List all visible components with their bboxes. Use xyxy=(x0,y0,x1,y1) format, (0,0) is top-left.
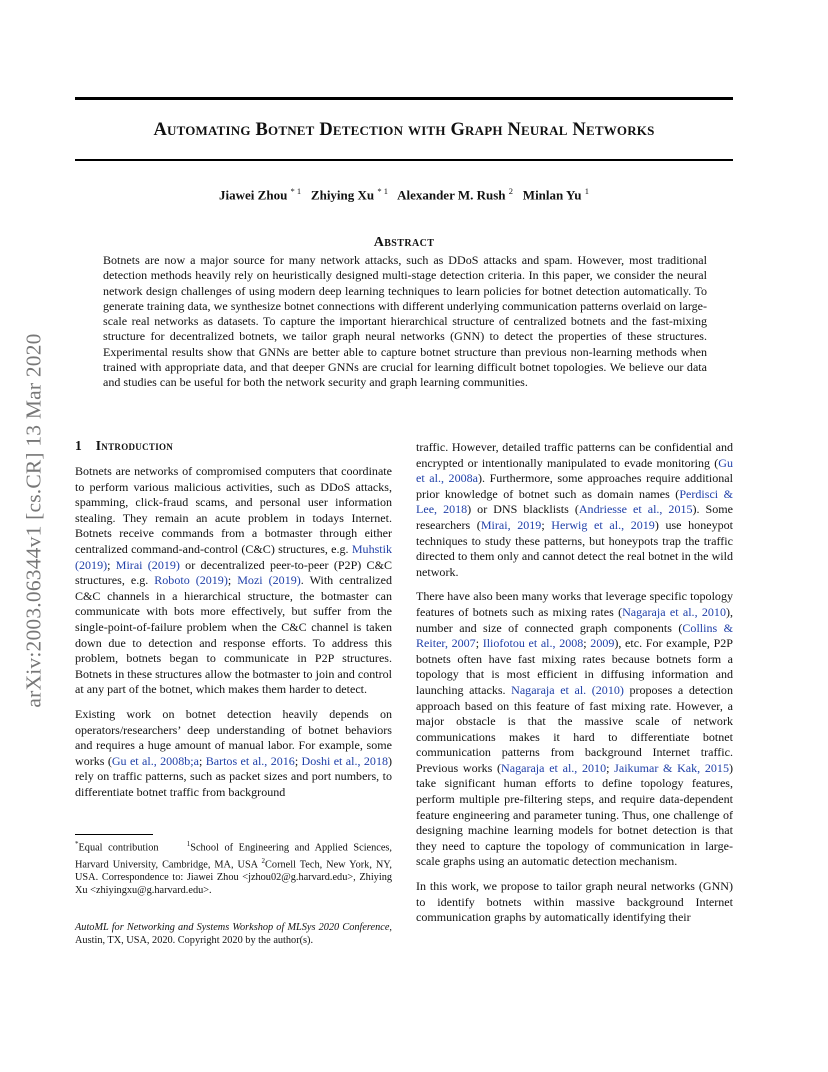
body-paragraph xyxy=(416,589,733,870)
footnote-rule xyxy=(75,834,153,835)
paper-title: Automating Botnet Detection with Graph Neural Networks xyxy=(153,120,655,140)
body-text: ; xyxy=(294,753,302,768)
citation-link[interactable]: Gu et al., 2008a xyxy=(416,455,733,486)
footnote-affiliation-2: Cornell Tech, New York, NY, USA. Correspondence to: Jiawei Zhou <jzhou02@g.harvard.edu>, Zhiying Xu <zhiyingxu@g.harvard.edu>. xyxy=(75,859,392,897)
author-affiliation: * 1 xyxy=(377,186,389,196)
abstract-text: Botnets are now a major source for many network attacks, such as DDoS attacks and spam. However, most traditional detection methods heavily rely on heuristically designed multi-stage detection criteria. In this paper, we consider the neural network design challenges of using modern deep learning techniques to learn policies for botnet detection automatically. To generate training data, we synthesize botnet connections with different underlying communication patterns overlaid on large-scale real networks as datasets. To capture the important hierarchical structure of centralized botnets and the fast-mixing structure for decentralized botnets, we tailor graph neural networks (GNN) to detect the properties of these structures. Experimental results show that GNNs are better able to capture botnet structure than previous non-learning methods when trained with appropriate data, and that deeper GNNs are crucial for learning difficult botnet topologies. We believe our data and studies can be useful for both the network security and graph learning communities. xyxy=(103,253,707,389)
body-text: ). Some researchers ( xyxy=(416,502,733,532)
body-text: ; xyxy=(198,753,206,768)
author-name: Minlan Yu xyxy=(522,187,582,203)
left-column xyxy=(75,464,392,809)
arxiv-identifier-text: arXiv:2003.06344v1 [cs.CR] 13 Mar 2020 xyxy=(21,332,46,708)
citation-link[interactable]: Jaikumar & Kak, 2015 xyxy=(614,760,729,775)
body-text: ; xyxy=(475,636,483,651)
body-paragraph xyxy=(75,464,392,698)
citation-link[interactable]: Mirai, 2019 xyxy=(480,517,542,532)
citation-link[interactable]: Herwig et al., 2019 xyxy=(551,517,655,532)
citation-link[interactable]: Mirai (2019) xyxy=(115,557,180,572)
citation-link[interactable]: Gu et al., 2008b;a xyxy=(111,753,199,768)
top-rule xyxy=(75,97,733,100)
body-text: ) take significant human efforts to define topology features, perform multiple pre-filtering steps, and require data-dependent feature engineering and parameter tuning. Thus, one challenge of designing machine learning models for botnet detection is that they need to capture the topology of communication in large-scale graphs using an automatic detection mechanism. xyxy=(416,760,733,869)
body-text: Botnets are networks of compromised computers that coordinate to perform various malicious activities, such as DDoS attacks, spamming, click-fraud scams, and personal user information stealing. They remain an acute problem in todays Internet. Botnets receive commands from a botmaster through either centralized command-and-control (C&C) structures, e.g. xyxy=(75,464,392,556)
body-text: ; xyxy=(583,636,591,651)
author-affiliation: * 1 xyxy=(290,186,302,196)
body-text: . With centralized C&C channels in a hierarchical structure, the botmaster can communicate with bots more effectively, but suffer from the single-point-of-failure problem when the C&C channel is taken down due to detection and response efforts. To address this problem, botnets began to communicate in P2P structures. Botnets in these structures allow the botmaster to join and control at any part of the botnet, which makes them harder to detect. xyxy=(75,573,393,697)
citation-link[interactable]: Nagaraja et al., 2010 xyxy=(501,760,607,775)
right-column xyxy=(416,440,733,935)
footnote-mark: * xyxy=(75,840,79,848)
body-text: There have also been many works that leverage specific topology features of botnets such as mixing rates ( xyxy=(416,589,733,619)
citation-link[interactable]: Andriesse et al., 2015 xyxy=(578,502,693,517)
body-paragraph xyxy=(416,879,733,926)
citation-link[interactable]: Bartos et al., 2016 xyxy=(205,753,295,768)
body-text: proposes a detection approach based on this feature of fast mixing rate. However, a major obstacle is that the massive scale of network communications makes it hard to differentiate botnet communication patterns from background Internet traffic. Previous works ( xyxy=(416,682,733,775)
author-affiliation: 2 xyxy=(508,186,514,196)
section-heading xyxy=(75,438,173,454)
citation-link[interactable]: Mozi (2019) xyxy=(237,573,301,588)
body-text: ). Furthermore, some approaches require additional prior knowledge of botnet such as domain names ( xyxy=(416,471,733,501)
citation-link[interactable]: Doshi et al., 2018 xyxy=(301,753,388,768)
author-list xyxy=(75,186,733,203)
citation-link[interactable]: Iliofotou et al., 2008 xyxy=(482,636,584,651)
citation-link[interactable]: 2009 xyxy=(590,636,615,651)
body-text: traffic. However, detailed traffic patterns can be confidential and encrypted or intentionally manipulated to evade monitoring ( xyxy=(416,440,733,470)
body-text: ) use honeypot techniques to study these patterns, but honeypots trap the traffic directed to them only and cannot detect the real botnet in the wild network. xyxy=(416,517,733,579)
author-affiliation: 1 xyxy=(584,186,589,196)
citation-link[interactable]: Perdisci & Lee, 2018 xyxy=(416,486,733,517)
section-title: Introduction xyxy=(95,438,174,453)
body-text: In this work, we propose to tailor graph neural networks (GNN) to identify botnets within massive background Internet communication graphs by automatically identifying their xyxy=(416,879,733,925)
title-rule xyxy=(75,159,733,161)
section-number: 1 xyxy=(75,438,82,453)
body-text: ; xyxy=(107,557,116,572)
body-text: ; xyxy=(227,573,238,588)
body-text: ; xyxy=(541,517,552,532)
body-paragraph xyxy=(75,707,392,801)
venue-note xyxy=(75,921,392,948)
citation-link[interactable]: Nagaraja et al., 2010 xyxy=(622,604,726,619)
venue-details: , Austin, TX, USA, 2020. Copyright 2020 by the author(s). xyxy=(75,922,392,947)
body-text: ) rely on traffic patterns, such as packet sizes and port numbers, to differentiate botnet traffic from background xyxy=(75,753,393,799)
body-text: Existing work on botnet detection heavily depends on operators/researchers’ deep understanding of botnet behaviors and requires a huge amount of manual labor. For example, some works ( xyxy=(75,706,392,768)
citation-link[interactable]: Nagaraja et al. (2010) xyxy=(511,682,624,697)
footnote-mark: 2 xyxy=(261,856,266,865)
footnote-equal-contribution: Equal contribution xyxy=(78,842,159,854)
author-name: Alexander M. Rush xyxy=(397,187,506,203)
footnote-mark: 1 xyxy=(186,840,191,848)
body-text: ; xyxy=(606,760,615,775)
abstract-heading: Abstract xyxy=(373,235,435,250)
footnote xyxy=(75,838,392,898)
author-name: Zhiying Xu xyxy=(310,187,375,203)
venue-name: AutoML for Networking and Systems Workshop of MLSys 2020 Conference xyxy=(75,922,390,933)
body-text: ), etc. For example, P2P botnets often have fast mixing rates because botnets form a topology that is most efficient in diffusing information and launching attacks. xyxy=(416,636,734,697)
arxiv-identifier[interactable] xyxy=(20,280,48,760)
body-text: or decentralized peer-to-peer (P2P) C&C structures, e.g. xyxy=(75,557,392,588)
footnote-affiliation-1: School of Engineering and Applied Sciences, Harvard University, Cambridge, MA, USA xyxy=(75,842,392,871)
citation-link[interactable]: Muhstik (2019) xyxy=(75,541,392,572)
citation-link[interactable]: Collins & Reiter, 2007 xyxy=(416,620,733,651)
body-text: ), number and size of connected graph components ( xyxy=(416,604,734,635)
author-name: Jiawei Zhou xyxy=(219,187,288,203)
body-text: ) or DNS blacklists ( xyxy=(467,502,579,517)
citation-link[interactable]: Roboto (2019) xyxy=(154,573,228,588)
body-paragraph xyxy=(416,440,733,580)
